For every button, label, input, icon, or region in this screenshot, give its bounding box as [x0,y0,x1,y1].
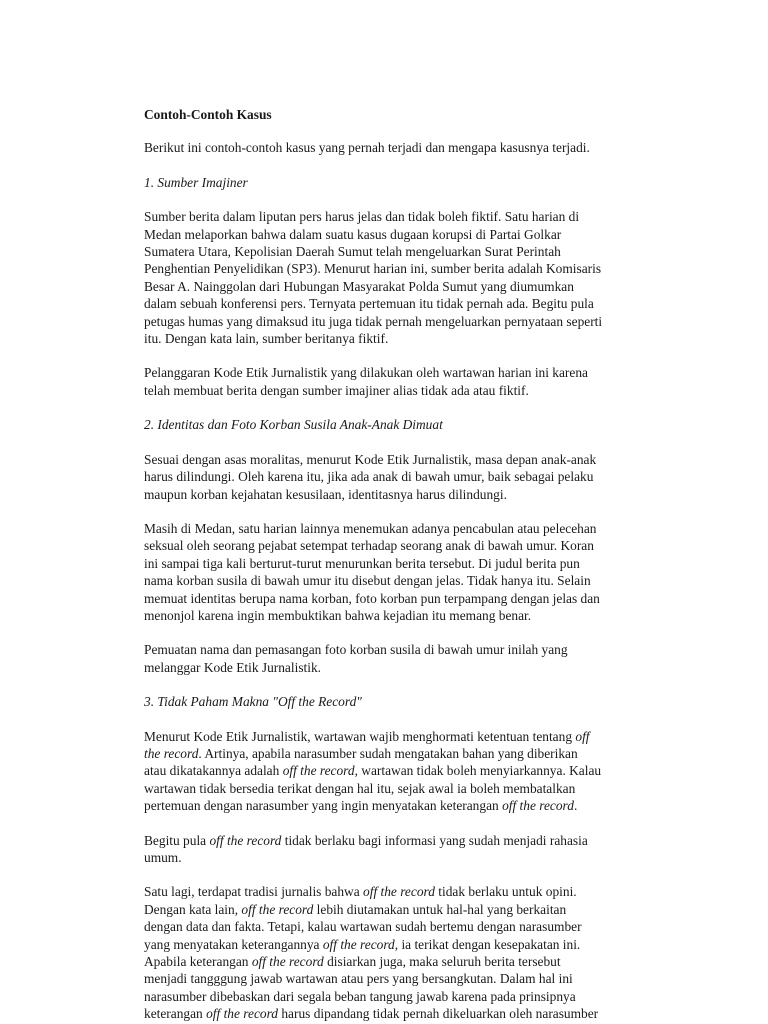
section-1-paragraph-2 [144,364,664,399]
text-run: harus dipandang tidak pernah dikeluarkan oleh narasumber [278,1006,599,1022]
text-run: pertemuan dengan narasumber yang ingin menyatakan keterangan [144,798,503,814]
text-line: Sesuai dengan asas moralitas, menurut Kode Etik Jurnalistik, masa depan anak-anak [144,451,597,467]
text-line: Medan melaporkan bahwa dalam suatu kasus dugaan korupsi di Partai Golkar [144,226,562,242]
text-line [144,832,664,849]
intro-paragraph: Berikut ini contoh-contoh kasus yang pernah terjadi dan mengapa kasusnya terjadi. [144,140,590,156]
section-2-paragraph-2 [144,520,664,624]
text-line: memuat identitas berupa nama korban, foto korban pun terpampang dengan jelas dan [144,590,600,606]
text-line [144,988,664,1005]
text-run: wartawan tidak bersedia terikat dengan hal itu, sejak awal ia boleh membatalkan [144,780,576,796]
text-line: maupun korban kejahatan kesusilaan, identitasnya harus dilindungi. [144,486,507,502]
text-line: nama korban susila di bawah umur itu disebut dengan jelas. Tidak hanya itu. Selain [144,573,591,589]
text-run: Begitu pula [144,832,210,848]
italic-term: off the record [322,936,395,952]
italic-term: off [575,728,590,744]
text-run: dengan data dan fakta. Tetapi, kalau wartawan sudah bertemu dengan narasumber [144,919,582,935]
document-body [144,106,664,1024]
text-line: Pelanggaran Kode Etik Jurnalistik yang dilakukan oleh wartawan harian ini karena [144,365,588,381]
text-line: Pemuatan nama dan pemasangan foto korban susila di bawah umur inilah yang [144,642,568,658]
text-line: harus dilindungi. Oleh karena itu, jika ada anak di bawah umur, baik sebagai pelaku [144,469,594,485]
text-run: Menurut Kode Etik Jurnalistik, wartawan wajib menghormati ketentuan tentang [144,728,576,744]
section-3-paragraph-1 [144,728,664,815]
text-line: itu. Dengan kata lain, sumber beritanya fiktif. [144,331,389,347]
text-line: seksual oleh seorang pejabat setempat terhadap seorang anak di bawah umur. Koran [144,538,594,554]
text-line [144,797,664,814]
italic-term: off the record [282,763,355,779]
text-run: . Artinya, apabila narasumber sudah mengatakan bahan yang diberikan [198,745,578,761]
text-line: petugas humas yang dimaksud itu juga tidak pernah mengeluarkan pernyataan seperti [144,313,603,329]
text-run: , wartawan tidak boleh menyiarkannya. Kalau [354,763,602,779]
text-run: tidak berlaku bagi informasi yang sudah menjadi rahasia [281,832,588,848]
section-3-paragraph-2 [144,832,664,867]
text-line: ini sampai tiga kali berturut-turut menurunkan berita tersebut. Di judul berita pun [144,555,580,571]
text-line [144,936,664,953]
text-run: lebih diutamakan untuk hal-hal yang berkaitan [313,901,567,917]
text-run: atau dikatakannya adalah [144,763,283,779]
text-line [144,849,664,866]
text-run: keterangan [144,1006,207,1022]
section-2-paragraph-3 [144,641,664,676]
text-line [144,745,664,762]
italic-term: off the record [251,954,324,970]
italic-term: off the record [206,1006,278,1022]
text-line [144,883,664,900]
section-2-heading: 2. Identitas dan Foto Korban Susila Anak-Anak Dimuat [144,417,443,433]
italic-term: off the record [363,884,435,900]
italic-term: off the record [241,901,314,917]
text-line: menonjol karena ingin membuktikan bahwa kejadian itu memang benar. [144,607,532,623]
text-line: melanggar Kode Etik Jurnalistik. [144,659,322,675]
text-run: Dengan kata lain, [144,901,242,917]
text-line: Besar A. Nainggolan dari Hubungan Masyarakat Polda Sumut yang diumumkan [144,278,574,294]
text-run: Satu lagi, terdapat tradisi jurnalis bahwa [144,884,364,900]
text-line: telah membuat berita dengan sumber imajiner alias tidak ada atau fiktif. [144,382,529,398]
text-line [144,918,664,935]
text-line [144,1005,664,1022]
text-run: tidak berlaku untuk opini. [434,884,577,900]
text-line: Penghentian Penyelidikan (SP3). Menurut harian ini, sumber berita adalah Komisaris [144,261,602,277]
section-2-paragraph-1 [144,451,664,503]
text-run: yang menyatakan keterangannya [144,936,323,952]
text-line: Masih di Medan, satu harian lainnya menemukan adanya pencabulan atau pelecehan [144,520,597,536]
text-line [144,901,664,918]
text-line [144,728,664,745]
text-run: Apabila keterangan [144,954,252,970]
text-line: Sumatera Utara, Kepolisian Daerah Sumut telah mengeluarkan Surat Perintah [144,244,561,260]
italic-term: off the record [209,832,282,848]
text-run: umum. [144,850,182,865]
section-3-paragraph-3 [144,883,664,1022]
text-line: Sumber berita dalam liputan pers harus jelas dan tidak boleh fiktif. Satu harian di [144,209,580,225]
text-run: disiarkan juga, maka seluruh berita tersebut [323,954,561,970]
text-run: , ia terikat dengan kesepakatan ini. [394,936,581,952]
text-line [144,953,664,970]
text-line [144,762,664,779]
text-line: dalam sebuah konferensi pers. Ternyata pertemuan itu tidak pernah ada. Begitu pula [144,296,594,312]
section-1-heading: 1. Sumber Imajiner [144,174,248,190]
section-3-heading: 3. Tidak Paham Makna "Off the Record" [144,694,362,710]
italic-term: the record [144,745,199,761]
text-run: narasumber dibebaskan dari segala beban tangung jawab karena pada prinsipnya [144,988,576,1004]
italic-term: off the record [502,798,574,814]
document-title: Contoh-Contoh Kasus [144,107,272,122]
text-run: menjadi tangggung jawab wartawan atau pers yang bersangkutan. Dalam hal ini [144,971,573,987]
text-run: . [573,798,578,814]
text-line [144,970,664,987]
text-line [144,780,664,797]
section-1-paragraph-1 [144,208,664,347]
